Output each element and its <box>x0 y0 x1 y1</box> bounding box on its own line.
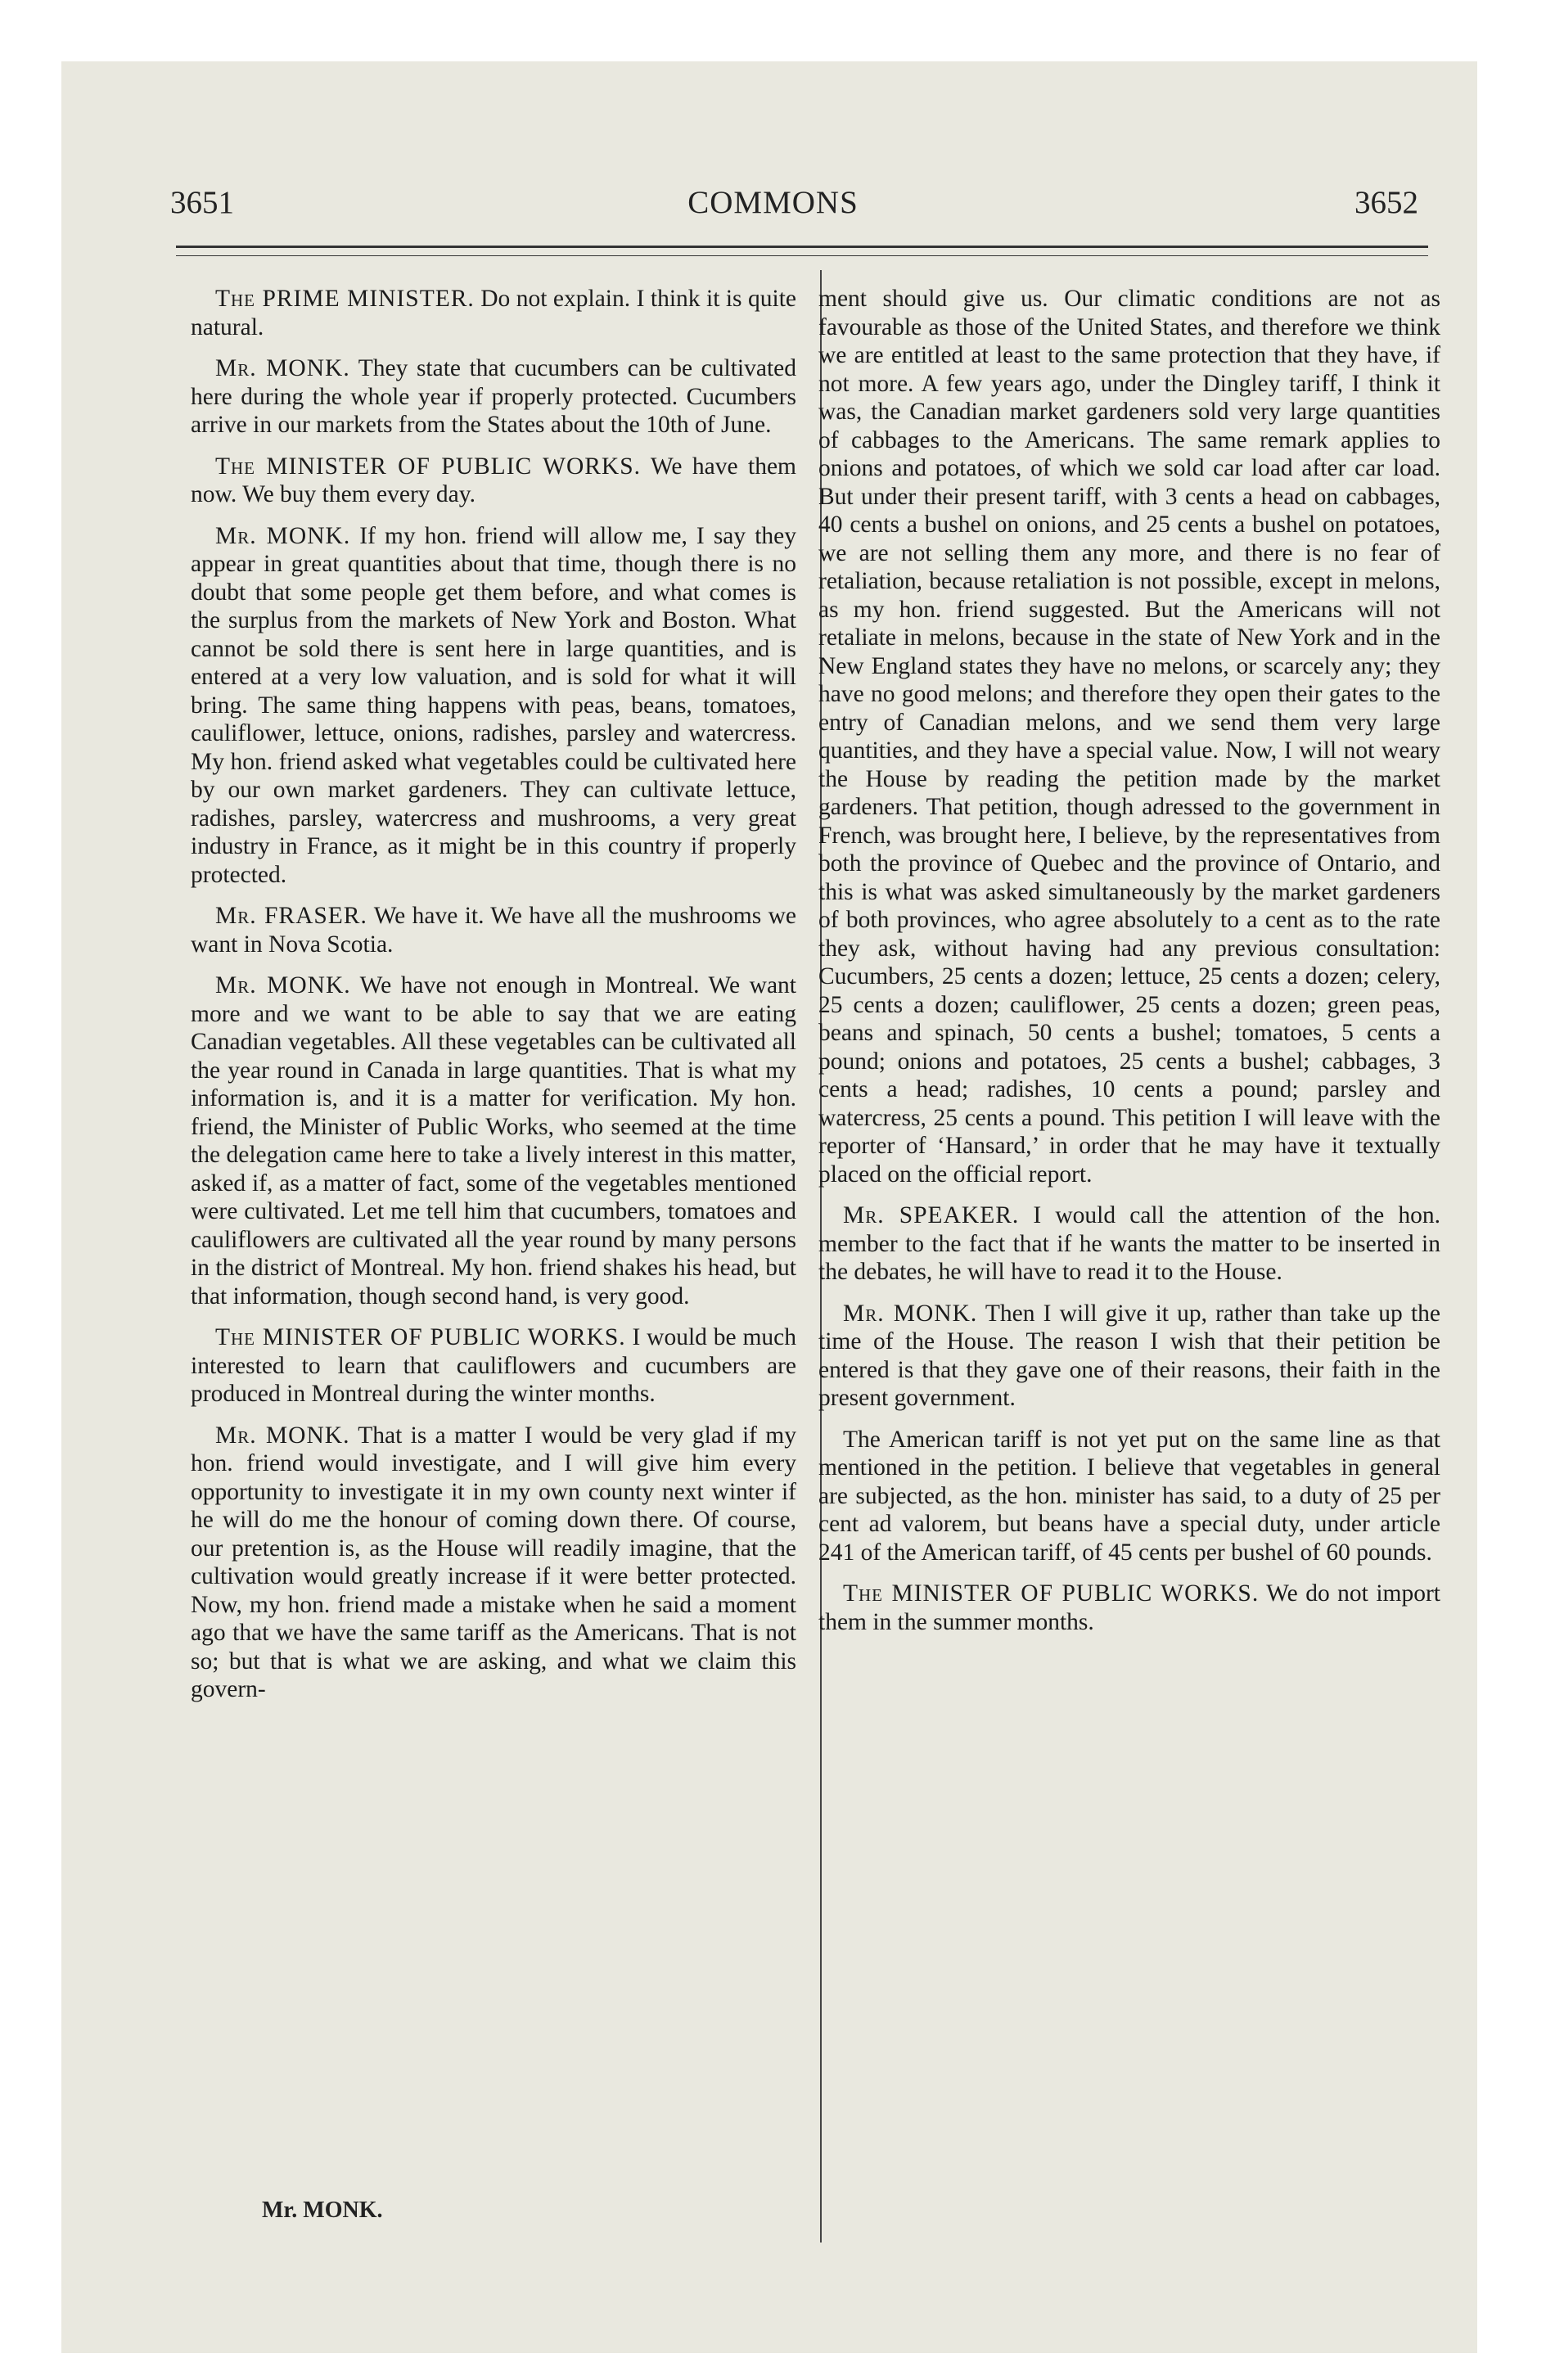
paragraph <box>818 285 1440 1188</box>
speaker-name: Mr. MONK. <box>215 522 351 549</box>
speaker-name: Mr. FRASER. <box>215 903 367 929</box>
page-number-right: 3652 <box>1354 185 1418 220</box>
paragraph-text: The American tariff is not yet put on the same line as that mentioned in the petition. I believe that vegetables in general are subjected, as the hon. minister has said, to a duty of 25 per cent ad valorem, but beans have a special duty, under article 241 of the American tariff, of 45 cents per bushel of 60 pounds. <box>818 1426 1440 1566</box>
catchword: Mr. MONK. <box>262 2197 383 2223</box>
paragraph <box>191 1422 796 1704</box>
header-rule <box>176 246 1428 248</box>
paragraph-text: I would call the attention of the hon. member to the fact that if he wants the matter to be inserted in the debates, he will have to read it to the House. <box>818 1202 1441 1285</box>
paragraph <box>818 1426 1440 1567</box>
paragraph-text: Do not explain. I think it is quite natural. <box>191 286 796 340</box>
paragraph-text: If my hon. friend will allow me, I say they appear in great quantities about that time, though there is no doubt that some people get them before, and what comes is the surplus from the markets of New York and Boston. What cannot be sold there is sent here in large quantities, and is entered at a very low valuation, and is sold for what it will bring. The same thing happens with peas, beans, tomatoes, cauliflower, lettuce, onions, radishes, parsley and watercress. My hon. friend asked what vegetables could be cultivated here by our own market gardeners. They can cultivate lettuce, radishes, parsley, watercress and mushrooms, a very great industry in France, as it might be in this country if properly protected. <box>191 522 796 888</box>
paragraph <box>818 1300 1440 1413</box>
paragraph <box>191 354 796 439</box>
right-column <box>818 285 1440 1649</box>
page-number-left: 3651 <box>170 185 234 220</box>
paragraph <box>818 1201 1440 1287</box>
paragraph-text: Then I will give it up, rather than take up the time of the House. The reason I wish that their petition be entered is that they gave one of their reasons, their faith in the present government. <box>818 1300 1440 1411</box>
paragraph <box>191 1323 796 1409</box>
left-column <box>191 285 796 1717</box>
paragraph <box>191 971 796 1310</box>
paragraph <box>818 1580 1440 1636</box>
paragraph-text: We have it. We have all the mushrooms we want in Nova Scotia. <box>191 903 797 958</box>
header-rule-thin <box>176 255 1428 256</box>
speaker-name: Mr. SPEAKER. <box>843 1202 1020 1228</box>
paragraph-text: They state that cucumbers can be cultivated here during the whole year if properly protected. Cucumbers arrive in our markets from the States about the 10th of June. <box>191 355 796 438</box>
speaker-name: The MINISTER OF PUBLIC WORKS. <box>215 453 642 480</box>
paragraph-text: We do not import them in the summer months. <box>818 1580 1440 1635</box>
paragraph <box>191 522 796 890</box>
paragraph-text: That is a matter I would be very glad if my hon. friend would investigate, and I will give him every opportunity to investigate it in my own county next winter if he will do me the honour of coming down there. Of course, our pretention is, as the House will readily imagine, that the cultivation would greatly increase if it were better protected. Now, my hon. friend made a mistake when he said a moment ago that we have the same tariff as the Americans. That is not so; but that is what we are asking, and what we claim this govern- <box>191 1422 796 1702</box>
speaker-name: Mr. MONK. <box>215 972 351 998</box>
paragraph-text: We have not enough in Montreal. We want more and we want to be able to say that we are eating Canadian vegetables. All these vegetables can be cultivated all the year round in Canada in large quantities. That is what my information is, and it is a matter for verification. My hon. friend, the Minister of Public Works, who seemed at the time the delegation came here to take a lively interest in this matter, asked if, as a matter of fact, some of the vegetables mentioned were cultivated. Let me tell him that cucumbers, tomatoes and cauliflowers are cultivated all the year round by many persons in the district of Montreal. My hon. friend shakes his head, but that information, though second hand, is very good. <box>191 972 797 1309</box>
speaker-name: Mr. MONK. <box>843 1300 978 1327</box>
paragraph-text: We have them now. We buy them every day. <box>191 453 797 507</box>
speaker-name: The MINISTER OF PUBLIC WORKS. <box>843 1580 1260 1607</box>
running-head: COMMONS <box>687 185 859 220</box>
paragraph-text: ment should give us. Our climatic conditions are not as favourable as those of the United States, and therefore we think we are entitled at least to the same protection that they have, if not more. A few years ago, under the Dingley tariff, I think it was, the Canadian market gardeners sold very large quantities of cabbages to the Americans. The same remark applies to onions and potatoes, of which we sold car load after car load. But under their present tariff, with 3 cents a head on cabbages, 40 cents a bushel on onions, and 25 cents a bushel on potatoes, we are not selling them any more, and there is no fear of retaliation, because retaliation is not possible, except in melons, as my hon. friend suggested. But the Americans will not retaliate in melons, because in the state of New York and in the New England states they have no melons, or scarcely any; they have no good melons; and therefore they open their gates to the entry of Canadian melons, and we send them very large quantities, and they have a special value. Now, I will not weary the House by reading the petition made by the market gardeners. That petition, though adressed to the government in French, was brought here, I believe, by the representatives from both the province of Quebec and the province of Ontario, and this is what was asked simultaneously by the market gardeners of both provinces, who agree absolutely to a cent as to the rate they ask, without having had any previous consultation: Cucumbers, 25 cents a dozen; lettuce, 25 cents a dozen; celery, 25 cents a dozen; cauliflower, 25 cents a dozen; green peas, beans and spinach, 50 cents a bushel; tomatoes, 5 cents a pound; onions and potatoes, 25 cents a bushel; cabbages, 3 cents a head; radishes, 10 cents a pound; parsley and watercress, 25 cents a pound. This petition I will leave with the reporter of ‘Hansard,’ in order that he may have it textually placed on the official report. <box>818 286 1440 1188</box>
paragraph <box>191 453 796 509</box>
paragraph <box>191 285 796 341</box>
paragraph-text: I would be much interested to learn that cauliflowers and cucumbers are produced in Montreal during the winter months. <box>191 1324 796 1407</box>
speaker-name: The MINISTER OF PUBLIC WORKS. <box>215 1324 626 1350</box>
speaker-name: Mr. MONK. <box>215 1422 350 1449</box>
speaker-name: The PRIME MINISTER. <box>215 286 475 312</box>
paragraph <box>191 902 796 958</box>
speaker-name: Mr. MONK. <box>215 355 350 381</box>
